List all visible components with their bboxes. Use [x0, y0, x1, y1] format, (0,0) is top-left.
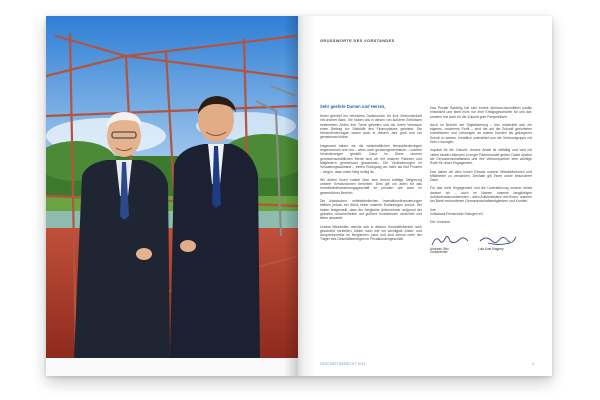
text-column-1: [320, 114, 422, 246]
board-label: Der Vorstand: [430, 220, 450, 225]
signatory-1-role: Vorsitzender: [430, 250, 448, 255]
paragraph: Insgesamt haben wir die wirtschaftlichen Herausforderungen angenommen und uns – wenn auch gezwungenermaßen – solchen Veränderungen gestellt. Ganz im Sinne unserer genossenschaftlichen Werte sind wir mit unseren Partnern und Mitgliedern gemeinsam gewachsen. Die Veränderungen im Verwaltungsaufwand – einem Rückgang um mehr als fünf Prozent – zeigen, dass unser Weg richtig ist.: [320, 143, 422, 174]
paragraph: Für das hohe Engagement und die Unterstützung unserer Arbeit danken wir – auch im Namen unseres langjährigen Aufsichtsratsvorsitzenden – allen Aufsichtsräten und Ihnen, unseren der Bank verbundenen Genossenschaftsmitgliedern und Kunden.: [430, 186, 532, 204]
signature-1-image: [430, 233, 470, 247]
right-page-footer: GESCHÄFTSBERICHT 2015: [320, 362, 366, 366]
signatory-1: [430, 248, 449, 256]
right-page: [298, 16, 552, 376]
page-number: 3: [532, 362, 534, 366]
signatory-2: [478, 248, 504, 252]
paragraph: Die klassischen, mittelständischen Investitionsfinanzierungen bleiben jedoch ein Stück hinter unseren Erwartungen zurück. Wir haben festgestellt, dass der bergische Unternehmer aufgrund der globalen Unsicherheiten auf größere Investitionen verzichtet und lieber abwartet.: [320, 199, 422, 221]
signatory-2-name: Lutz Uwe Magney: [478, 246, 504, 251]
signature-2-image: [478, 233, 518, 247]
signature-block: [430, 233, 532, 259]
paragraph: Impulse für die Zukunft: Unsere Arbeit ist vielfältig und wird mit vielen lokalen Akteuren in enger Partnerschaft gelebt. Dabei spielen die Genossenschaftsbank und ihre Verbundpartner eine wichtige Rolle für unser Engagement.: [430, 148, 532, 166]
left-page: [46, 16, 298, 376]
paragraph: Unsere Mitarbeiter, welche sich in diesem Geschäftsbericht noch gesondert vorstellen, bilden nach wie vor wichtigste Anker- und Ansprechpunkte im Bergischen Land und sind einmal mehr der Träger des Geschäftserfolges im Privatkundengeschäft.: [320, 224, 422, 242]
page-header: GRUSSWORTE DES VORSTANDES: [320, 38, 395, 43]
cover-photo: [46, 16, 298, 358]
paragraph: Das Private Banking hat sich erneut überdurchschnittlich positiv entwickelt und stellt nicht nur eine Erfolgsgeschichte für uns dar, sondern hat auch für die Zukunft gute Perspektiven.: [430, 106, 532, 119]
signatory-1-name: Andreas Otto: [430, 246, 449, 251]
paragraph: Das haben wir dem hohen Einsatz unserer Mitarbeiterinnen und Mitarbeiter zu verdanken. Deshalb gilt Ihnen unser besonderer Dank.: [430, 169, 532, 183]
closing: Ihre Volksbank Remscheid-Solingen eG: [430, 207, 484, 216]
paragraph: Wir dürfen Ihnen zudem über eine erneut kräftige Steigerung unserer Kreditvolumen berichten. Dies gilt vor allem für das Immobilienfinanzierungsgeschäft im privaten wie auch im gewerblichen Bereich.: [320, 177, 422, 195]
salutation: Sehr geehrte Damen und Herren,: [320, 104, 386, 109]
paragraph: Ihnen gebührt ein herzliches Dankeschön für Ihre Verbundenheit mit unserer Bank. Sie haben uns in diesen von äußeren Einflüssen bestimmten Zeiten Ihre Treue gehalten und mit Ihrem Vertrauen einen Beitrag zur Stabilität des Finanzplatzes geleistet. Die Herausforderungen waren auch in diesem Jahr groß und nur gemeinsam lösbar.: [320, 114, 422, 140]
paragraph: Auch im Bereich der Digitalisierung – hier entwickelt sich ein eigenes, modernes Profil – sind die auf die Zukunft gerichteten Investitionen und Leistungen an unsere Kunden als gelungener Schritt zu werten. Inhaltlich unterstützt uns die Verbundgruppe mit ihren Lösungen.: [430, 122, 532, 145]
text-column-2: [430, 106, 532, 259]
brochure-spread: [46, 16, 552, 376]
